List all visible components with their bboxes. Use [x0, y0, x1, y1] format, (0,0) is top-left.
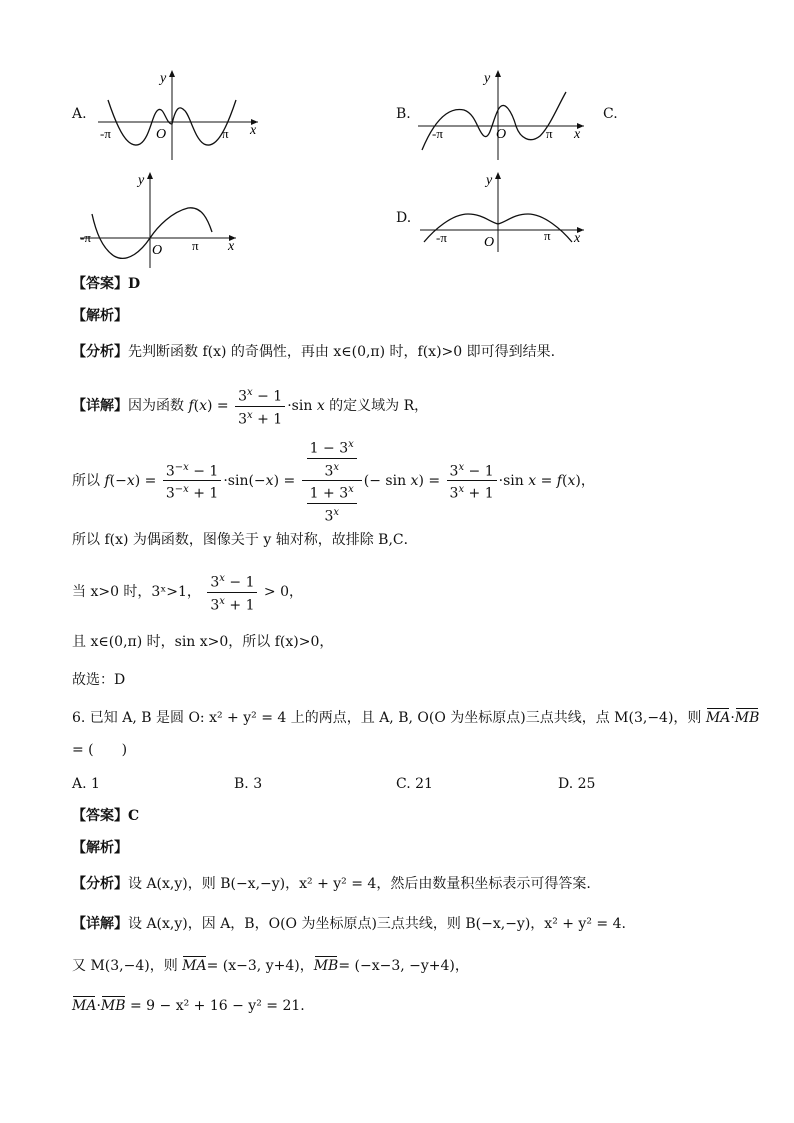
origin-label: O — [496, 127, 507, 142]
axis-label-y: y — [484, 71, 491, 86]
math-fx: f — [188, 398, 194, 415]
q5-fenxi-tag: 【分析】 — [72, 344, 128, 360]
axis-label-y: y — [160, 71, 167, 86]
q6-stem-line1: 6. 已知 A, B 是圆 O: x² + y² = 4 上的两点，且 A, B, O(O 为坐标原点)三点共线，点 M(3,−4)，则 MA·MB — [72, 710, 760, 726]
fraction-def: $\frac{3^x - 1}{3^x + 1}$ — [235, 384, 285, 428]
option-c-label: C. — [603, 106, 618, 122]
tick-neg-pi: -π — [436, 230, 447, 245]
q6-final-text: = 9 − x² + 16 − y² = 21. — [129, 998, 305, 1014]
fraction-nested: $\frac{\frac{1 - 3^x}{3^x}}{\frac{1 + 3^x}{3^x}}$ — [302, 436, 362, 526]
q6-xiangjie-tag: 【详解】 — [72, 916, 128, 932]
tick-pi: π — [544, 228, 551, 243]
q5-jiexi: 【解析】 — [72, 308, 128, 324]
q6-choice-d: D. 25 — [558, 776, 596, 792]
axis-label-x: x — [250, 123, 257, 138]
fraction-positive: $\frac{3^x - 1}{3^x + 1}$ — [207, 570, 257, 614]
q5-choose-line: 故选：D — [72, 672, 126, 688]
q5-parity-line: 所以 f(−x) = $\frac{3^{-x} - 1}{3^{-x} + 1}$ ·sin(−x) = $\frac{\frac{1 - 3^x}{3^x}}{\frac{1 + 3^x}{3^x}}$ (− sin x) = $\frac{3^x - 1}{3^x + 1}$ ·sin x = f(x)， — [72, 436, 595, 516]
graph-option-b — [412, 66, 592, 162]
graph-option-c — [76, 168, 256, 270]
q5-xiangjie-pre: 因为函数 — [128, 398, 184, 415]
q6-choice-c: C. 21 — [396, 776, 433, 792]
axis-label-x: x — [574, 231, 581, 246]
q6-choice-a: A. 1 — [72, 776, 100, 792]
q6-jiexi: 【解析】 — [72, 840, 128, 856]
origin-label: O — [484, 235, 495, 250]
q6-ma-value: = (x−3, y+4)， — [206, 958, 314, 974]
q5-and-line: 且 x∈(0,π) 时，sin x>0，所以 f(x)>0， — [72, 634, 334, 650]
q5-fenxi-line — [72, 342, 555, 362]
q5-xiangjie-post: 的定义域为 R， — [329, 398, 429, 415]
axis-label-x: x — [574, 127, 581, 142]
tick-pi: π — [546, 126, 553, 141]
axis-label-x: x — [228, 239, 235, 254]
q5-even-line: 所以 f(x) 为偶函数，图像关于 y 轴对称，故排除 B,C． — [72, 532, 418, 548]
tick-pi: π — [192, 238, 199, 253]
axis-label-y: y — [138, 173, 145, 188]
tick-neg-pi: -π — [100, 126, 111, 141]
option-b-label: B. — [396, 106, 411, 122]
origin-label: O — [152, 243, 163, 258]
q6-final-line: MA·MB = 9 − x² + 16 − y² = 21. — [72, 998, 305, 1014]
q6-xiangjie-text: 设 A(x,y)，因 A，B，O(O 为坐标原点)三点共线，则 B(−x,−y)，x² + y² = 4. — [128, 916, 626, 932]
q6-xiangjie-line — [72, 914, 626, 934]
fraction-result: $\frac{3^x - 1}{3^x + 1}$ — [447, 459, 497, 503]
tick-neg-pi: -π — [432, 126, 443, 141]
origin-label: O — [156, 127, 167, 142]
q6-you-line: 又 M(3,−4)，则 MA= (x−3, y+4)，MB= (−x−3, −y+4)， — [72, 958, 469, 974]
axis-label-y: y — [486, 173, 493, 188]
tick-pi: π — [222, 126, 229, 141]
q5-suoyi: 所以 — [72, 472, 100, 489]
q6-mb-value: = (−x−3, −y+4)， — [338, 958, 469, 974]
q5-when-line: 当 x>0 时，3ˣ>1， $\frac{3^x - 1}{3^x + 1}$ > 0， — [72, 570, 303, 614]
q6-answer: 【答案】C — [72, 808, 140, 824]
q6-stem-text: 6. 已知 A, B 是圆 O: x² + y² = 4 上的两点，且 A, B, O(O 为坐标原点)三点共线，点 M(3,−4)，则 — [72, 710, 702, 726]
q6-fenxi-text: 设 A(x,y)，则 B(−x,−y)，x² + y² = 4，然后由数量积坐标表示可得答案. — [128, 876, 591, 892]
q5-xiangjie-tag: 【详解】 — [72, 398, 128, 415]
option-d-label: D. — [396, 210, 412, 226]
q5-answer: 【答案】D — [72, 276, 141, 292]
graph-option-d — [414, 168, 594, 254]
q6-stem-line2: = ( ) — [72, 742, 128, 758]
q6-choice-b: B. 3 — [234, 776, 263, 792]
q6-fenxi-line — [72, 874, 591, 894]
q5-when-text: 当 x>0 时，3ˣ>1， — [72, 584, 201, 601]
graph-option-a — [92, 66, 272, 162]
q6-fenxi-tag: 【分析】 — [72, 876, 128, 892]
q6-you-text: 又 M(3,−4)，则 — [72, 958, 178, 974]
fraction-neg: $\frac{3^{-x} - 1}{3^{-x} + 1}$ — [163, 459, 222, 503]
q5-fenxi-text: 先判断函数 f(x) 的奇偶性，再由 x∈(0,π) 时，f(x)>0 即可得到结果. — [128, 344, 556, 360]
tick-neg-pi: -π — [80, 230, 91, 245]
q5-xiangjie-line: 【详解】因为函数 f(x) = $\frac{3^x - 1}{3^x + 1}$ ·sin x 的定义域为 R， — [72, 384, 428, 428]
option-a-label: A. — [72, 106, 87, 122]
